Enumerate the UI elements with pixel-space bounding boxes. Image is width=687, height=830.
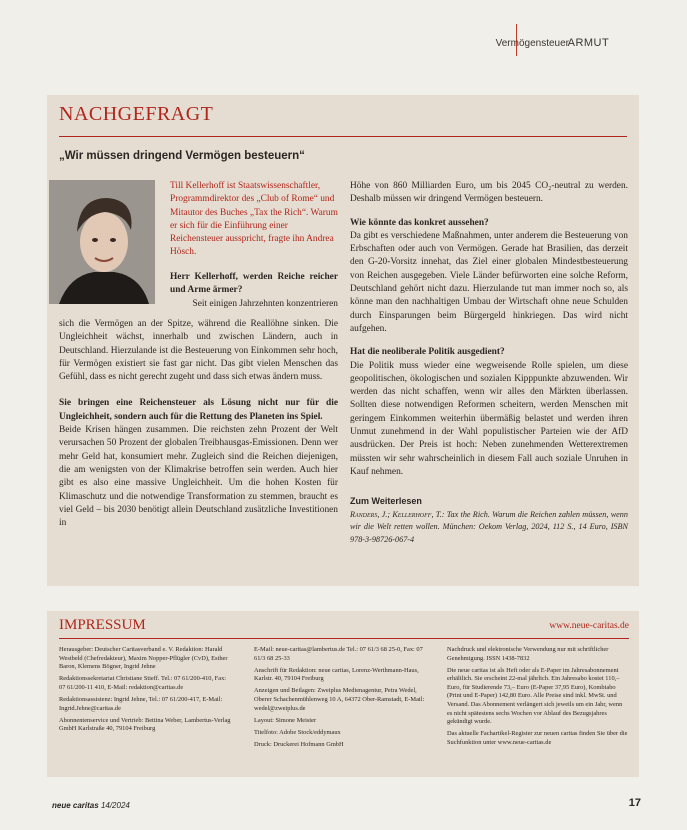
impressum-entry: Das aktuelle Fachartikel-Register zur neuen caritas finden Sie über die Suchfunktion unter www.neue-caritas.de [447,730,628,746]
section-label: Vermögensteuer [495,38,569,49]
answer-2: Beide Krisen hängen zusammen. Die reichsten zehn Prozent der Welt verursachen 50 Prozent der globalen Treibhausgas-Emissionen. Denn wer mehr Geld hat, konsumiert mehr. Zugleich sind die Reichen diejenigen, die am wenigsten von der Klimakrise betroffen sein werden. Auch hier gibt es also eine massive Ungleichheit. Um die hohen Kosten für Klimaschutz und die notwendige Transformation zu stemmen, braucht es viel Geld – bis 2030 benötigt allein Deutschland zusätzliche Investitionen in [59,425,338,529]
question-1: Herr Kellerhoff, werden Reiche reicher und Arme ärmer? [170,272,338,296]
impressum-column-2 [254,646,429,753]
interview-box [47,95,639,586]
first-question-block [170,271,338,311]
issue-number: 14/2024 [100,801,130,810]
impressum-entry: Titelfoto: Adobe Stock/eddymaux [254,728,341,736]
impressum-entry: Anzeigen und Beilagen: Zweiplus Medienagentur, Petra Wedel, Oberer Schachenmühlenweg 10 A, 64372 Ober-Ramstadt, E-Mail: wedel@zweiplus.de [254,687,425,712]
reference-authors: Randers, J.; Kellerhoff, T.: [350,509,445,519]
impressum-entry: Die neue caritas ist als Heft oder als E-Paper im Jahresabonnement erhältlich. Sie erscheint 22-mal jährlich. Ein Jahresabo kostet 110,– Euro, für Studierende 73,– Euro (E-Paper 37,95 Euro), Kombiabo (Print und E-Paper) 142,80 Euro. Alle Preise sind inkl. MwSt. und Versand. Das Abonnement verlängert sich jeweils um ein Jahr, wenn es nicht spätestens sechs Wochen vor Ablauf des Bezugsjahres gekündigt wurde. [447,666,623,726]
left-column [59,318,338,530]
answer-3: Da gibt es verschiedene Maßnahmen, unter anderem die Besteuerung von Erbschaften oder auch von Vermögen. Gerade hat Brasilien, das derzeit den G-20-Vorsitz innehat, das Ziel einer globalen Mindestbesteuerung von Reichen ausgegeben. Viele Länder befürworten eine solche Reform, Deutschland gehört nicht dazu. Hierzulande tut man immer noch so, als könne man den nachhaltigen Umbau der Wirtschaft ohne neue Schulden durch Einsparungen beim Bürgergeld hinkriegen. Das wird nicht aufgehen. [350,230,628,334]
further-reading-heading: Zum Weiterlesen [350,496,422,507]
intro-text: Till Kellerhoff ist Staatswissenschaftler, Programmdirektor des „Club of Rome“ und Mitautor des Buches „Tax the Rich“. Warum er sich für die Einführung einer Reichensteuer ausspricht, fragte ihn Andrea Hösch. [170,181,338,258]
answer-1: sich die Vermögen an der Spitze, während die Reallöhne sinken. Die Ungleichheit wächst, innerhalb und zwischen Ländern, auch in Deutschland. Hierzulande ist die Besteuerung von Einkommen sehr hoch, für Vermögen existiert sie fast gar nicht. Das gibt vielen Menschen das Gefühl, dass es nicht gerecht zugeht und dass sich etwas ändern muss. [59,319,338,383]
magazine-name: neue caritas [52,801,99,810]
question-4: Hat die neoliberale Politik ausgedient? [350,347,505,358]
impressum-entry: Redaktionsassistenz: Ingrid Jehne, Tel.: 07 61/200-417, E-Mail: Ingrid.Jehne@caritas.de [59,695,223,712]
page-number: 17 [628,797,641,809]
right-column [350,180,628,546]
box-title: NACHGEFRAGT [59,103,214,125]
impressum-entry: E-Mail: neue-caritas@lambertus.de Tel.: 07 61/3 68 25-0, Fax: 07 61/3 68 25-33 [254,646,423,662]
running-head [495,37,610,49]
impressum-entry: Nachdruck und elektronische Verwendung nur mit schriftlicher Genehmigung. ISSN 1438-7832 [447,646,609,662]
footer-issue [52,801,130,810]
impressum-column-3 [447,646,629,751]
impressum-entry: Druck: Druckerei Hofmann GmbH [254,740,344,748]
impressum-title: IMPRESSUM [59,617,146,633]
impressum-entry: Abonnentenservice und Vertrieb: Bettina Weber, Lambertus-Verlag GmbH Karlstraße 40, 79104 Freiburg [59,716,231,733]
question-3: Wie könnte das konkret aussehen? [350,217,489,228]
portrait-illustration [49,180,155,304]
headline: „Wir müssen dringend Vermögen besteuern“ [59,150,305,162]
portrait-photo [49,180,155,304]
impressum-entry: Anschrift für Redaktion: neue caritas, Lorenz-Werthmann-Haus, Karlstr. 40, 79104 Freiburg [254,666,419,683]
impressum-entry: Redaktionssekretariat Christiane Stieff. Tel.: 07 61/200-410, Fax: 07 61/200-11 410, E-Mail: redaktion@caritas.de [59,675,227,691]
topic-label: ARMUT [567,37,610,49]
website-link[interactable]: www.neue-caritas.de [549,621,629,631]
impressum-entry: Herausgeber: Deutscher Caritasverband e. V. Redaktion: Harald Westbeld (Chefredakteur), Maxim Nopper-Pflügler (CvD), Esther Baron, Klemens Bögner, Ingrid Jehne [59,646,228,671]
question-2: Sie bringen eine Reichensteuer als Lösung nicht nur für die Ungleichheit, sondern auch für die Rettung des Planeten ins Spiel. [59,398,338,422]
title-rule [59,136,627,137]
answer-4: Die Politik muss wieder eine wegweisende Rolle spielen, um diese geopolitischen, ökologischen und sozialen Kipppunkte abzuwenden. Wir werden das nicht schaffen, wenn wir alles den Märkten überlassen. Sollten diese notwendigen Reformen scheitern, werden Menschen mit geringem Einkommen weiterhin übermäßig belastet und werden ihren Unmut zunehmend in der Wahl populistischer Parteien wie der AfD ausdrücken. Der Preis ist hoch: Neben zunehmenden Wetterextremen müssten wir sehr wahrscheinlich in diesem Fall auch soziale Unruhen in Kauf nehmen. [350,360,628,477]
impressum-box [47,611,639,777]
further-reading-reference [350,509,628,547]
answer-2-continued: Höhe von 860 Milliarden Euro, um bis 2045 CO₂-neutral zu werden. Deshalb müssen wir dringend Vermögen besteuern. [350,181,628,205]
impressum-rule [59,638,629,639]
reference-details: Tax the Rich. Warum die Reichen zahlen müssen, wenn wir die Welt retten wollen. München: Oekom Verlag, 2024, 112 S., 14 Euro, ISBN 978-3-98726-067-4 [350,509,628,544]
answer-1-start: Seit einigen Jahrzehnten konzentrieren [192,298,338,309]
impressum-entry: Layout: Simone Meister [254,716,317,724]
impressum-column-1 [59,646,234,737]
